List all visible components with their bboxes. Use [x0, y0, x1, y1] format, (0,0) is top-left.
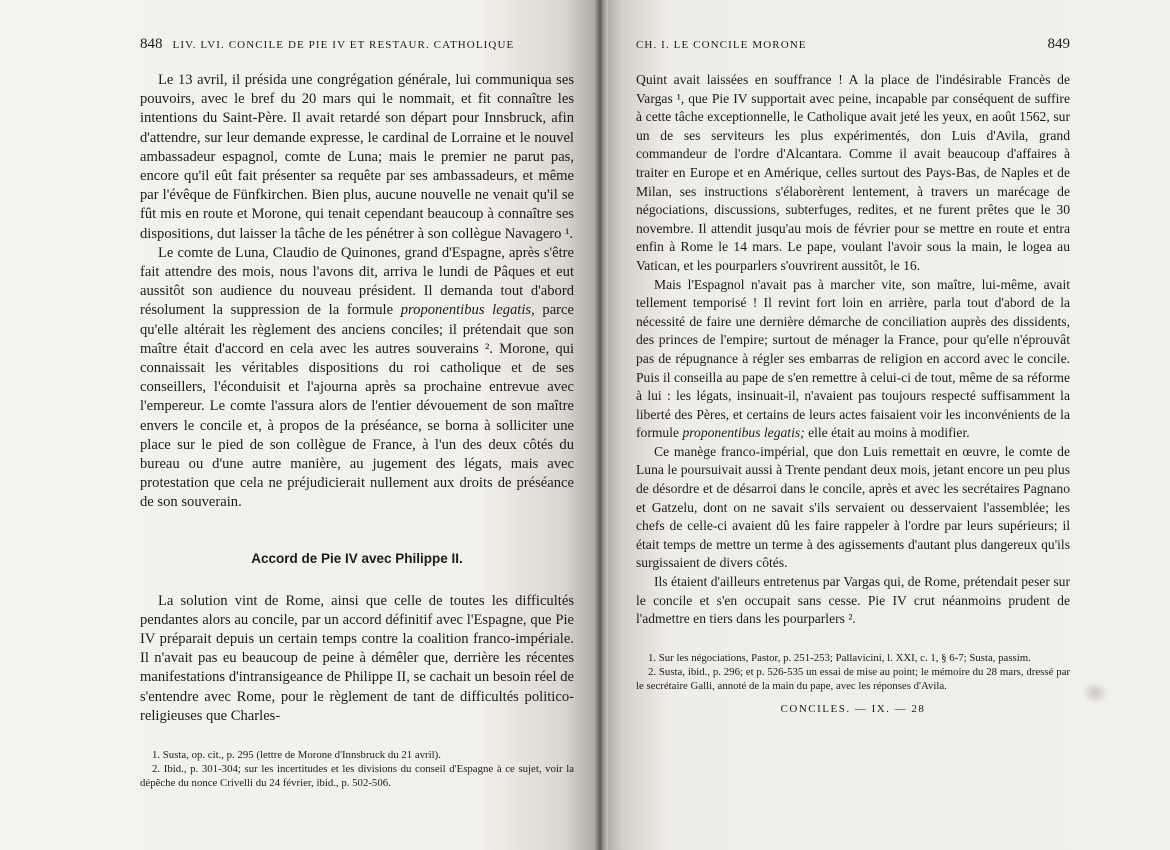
- italic-formula: proponentibus legatis,: [400, 302, 535, 319]
- paragraph: Quint avait laissées en souffrance ! A la place de l'indésirable Francès de Vargas ¹, que Pie IV supportait avec peine, incapable par conséquent de suffire à cette tâche exceptionnelle, le Catholique avait jeté les yeux, en août 1562, sur un de ses serviteurs les plus expérimentés, don Luis d'Avila, grand commandeur de l'ordre d'Alcantara. Comme il avait beaucoup d'affaires à traiter en Europe et en Amérique, celles surtout des Pays-Bas, de Naples et de Milan, ses instructions s'élaborèrent lentement, à travers un marécage de négociations, discussions, subterfuges, redites, et ne furent prêtes que le 30 novembre. Il attendit jusqu'au mois de février pour se mettre en route et entra enfin à Rome le 14 mars. Le pape, voulant l'avoir sous la main, le logea au Vatican, et les pourparlers s'ouvrirent aussitôt, le 16.: [636, 72, 1070, 273]
- running-head: [636, 36, 1070, 53]
- signature-mark: CONCILES. — IX. — 28: [780, 702, 926, 715]
- paragraph: [636, 276, 1070, 443]
- italic-formula: proponentibus legatis;: [682, 425, 805, 441]
- paragraph-text: Mais l'Espagnol n'avait pas à marcher vite, son maître, lui-même, avait tellement temporisé ! Il revint fort loin en arrière, parla tout d'abord de la nécessité de faire une dernière démarche de conciliation auprès des dissidents, des princes de l'empire; surtout de ménager la France, pour qu'elle n'éprouvât pas de répugnance à régler ses embarras de religion en accord avec le concile. Puis il conseilla au pape de s'en remettre à celui-ci de tout, même de sa réforme à lui : les légats, insinuait-il, n'avaient pas toujours respecté suffisamment la liberté des Pères, et certains de leurs actes faisaient voir les inconvénients de la formule: [636, 276, 1070, 441]
- paragraph-text: elle était au moins à modifier.: [808, 425, 970, 441]
- footnote: 2. Ibid., p. 301-304; sur les incertitudes et les divisions du conseil d'Espagne à ce sujet, voir la dépêche du nonce Crivelli du 24 février, ibid., p. 502-506.: [140, 763, 574, 790]
- paragraph: Ils étaient d'ailleurs entretenus par Vargas qui, de Rome, prétendait peser sur le concile et s'en occupait sans cesse. Pie IV crut néanmoins prudent de l'admettre en tiers dans les pourparlers ².: [636, 574, 1070, 627]
- paragraph-text: Le comte de Luna, Claudio de Quinones, grand d'Espagne, après s'être fait attendre des mois, nous l'avons dit, arriva le lundi de Pâques et eut aussitôt son audience du nouveau président. Il demanda tout d'abord résolument la suppression de la formule: [140, 244, 574, 319]
- page-number: 849: [1047, 36, 1070, 52]
- running-title: CH. I. LE CONCILE MORONE: [636, 39, 807, 51]
- footnote: 1. Sur les négociations, Pastor, p. 251-253; Pallavicini, l. XXI, c. 1, § 6-7; Susta, passim.: [648, 651, 1031, 664]
- paragraph: La solution vint de Rome, ainsi que celle de toutes les difficultés pendantes alors au concile, par un accord définitif avec l'Espagne, que Pie IV préparait depuis un certain temps contre la coalition franco-impériale. Il n'avait pas eu beaucoup de peine à démêler que, derrière les récentes manifestations d'intransigeance de Philippe II, se cachait un besoin réel de s'entendre avec Rome, pour le règlement de tant de difficultés politico-religieuses que Charles-: [140, 592, 574, 724]
- paragraph-text: parce qu'elle altérait les règlement des anciens conciles; il prétendait que son maître était d'accord en cela avec les autres souverains ². Morone, qui connaissait les véritables dispositions du roi catholique et de ses conseillers, l'éconduisit et l'ajourna après sa prochaine entrevue avec l'empereur. Le comte l'assura alors de l'entier dévouement de son maître envers le concile et, à propos de la préséance, se borna à solliciter une place sur le pied de son collègue de France, à l'un des deux côtés du bureau ou d'une autre manière, au jugement des légats, mais avec protestation que cela ne préjudicierait nullement aux droits de préséance de son souverain.: [140, 302, 574, 511]
- page-number: 848: [140, 36, 163, 52]
- section-title: Accord de Pie IV avec Philippe II.: [251, 550, 463, 566]
- footnote: 1. Susta, op. cit., p. 295 (lettre de Morone d'Innsbruck du 21 avril).: [152, 749, 441, 762]
- running-head: [140, 36, 574, 53]
- body-text: [140, 71, 574, 726]
- paragraph: Le 13 avril, il présida une congrégation générale, lui communiqua ses pouvoirs, avec le bref du 20 mars qui le nommait, et fit connaître les intentions du Saint-Père. Il avait retardé son départ pour Innsbruck, afin d'attendre, sur leur demande expresse, le cardinal de Lorraine et le nouvel ambassadeur espagnol, comte de Luna; mais le premier ne parut pas, encore qu'il eût fait présenter sa requête par ses ambassadeurs, et même par l'évêque de Fünfkirchen. Bien plus, aucune nouvelle ne venait qu'il se fût mis en route et Morone, qui tenait cependant beaucoup à connaître ses dispositions, dut laisser la tâche de les pénétrer à son collègue Navagero ¹.: [140, 72, 574, 242]
- scan-smudge: [1082, 682, 1108, 704]
- running-title: LIV. LVI. CONCILE DE PIE IV ET RESTAUR. CATHOLIQUE: [172, 39, 515, 51]
- paragraph: Ce manège franco-impérial, que don Luis remettait en œuvre, le comte de Luna le poursuivait aussi à Trente pendant deux mois, jetant encore un peu plus de désordre et de désarroi dans le concile, après et avec les secrétaires Pagnano et Gatzelu, dont on ne savait s'ils servaient ou desservaient l'assemblée; les chefs de celle-ci avaient dû les faire rappeler à l'ordre par leurs supérieurs; il était temps de mettre un terme à des agissements d'autant plus dangereux qu'ils surgissaient de divers côtés.: [636, 443, 1070, 571]
- footnote: 2. Susta, ibid., p. 296; et p. 526-535 un essai de mise au point; le mémoire du 28 mars, dressé par le secrétaire Galli, annoté de la main du pape, avec les réponses d'Avila.: [636, 665, 1070, 692]
- footnotes: [636, 651, 1070, 693]
- book-gutter: [594, 0, 608, 850]
- body-text: [636, 71, 1070, 629]
- footnotes: [140, 748, 574, 790]
- paragraph: [140, 244, 574, 513]
- right-page: [600, 0, 1170, 850]
